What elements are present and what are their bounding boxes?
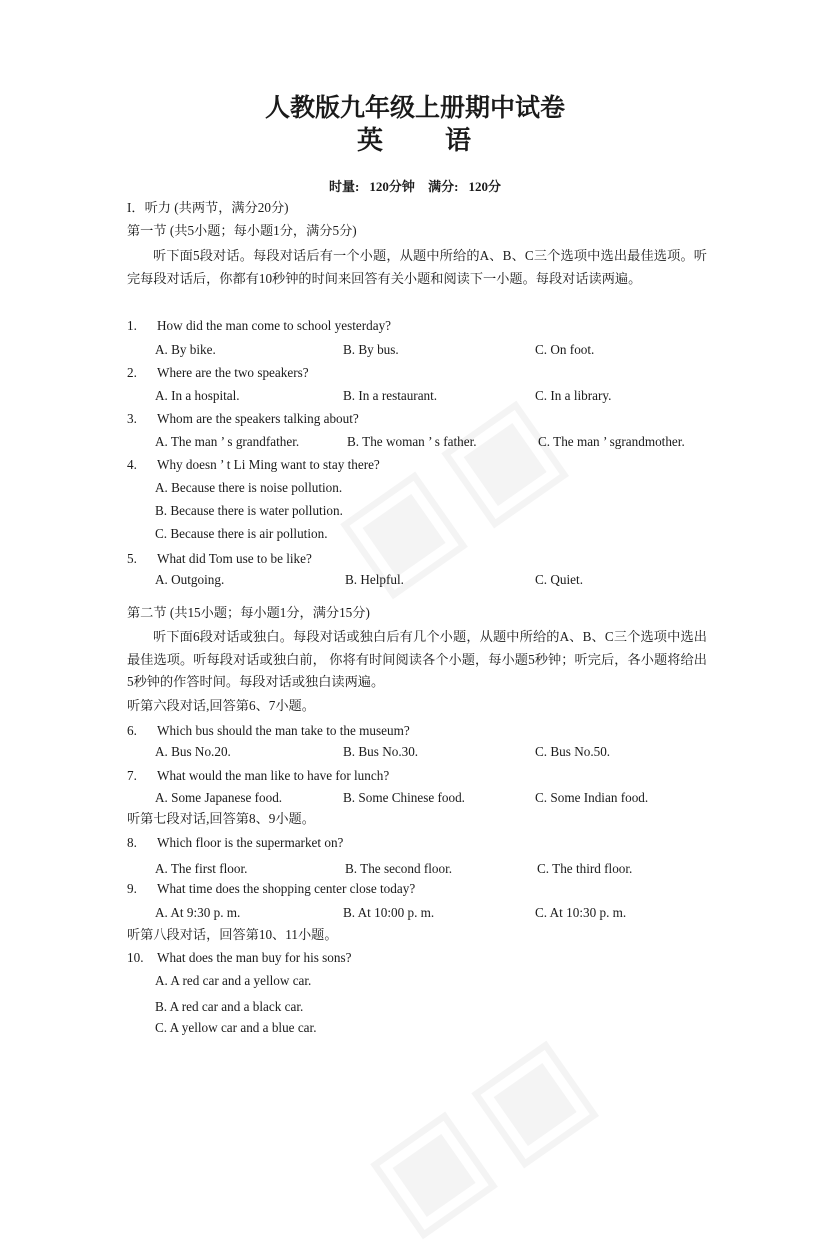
exam-title: 人教版九年级上册期中试卷 — [264, 95, 565, 122]
option-c: C. A yellow car and a blue car. — [155, 1020, 317, 1035]
question-text: Which bus should the man take to the museum? — [157, 723, 410, 738]
option-c: C. The man ’ sgrandmother. — [538, 434, 685, 449]
option-b: B. The woman ’ s father. — [347, 434, 477, 449]
option-a: A. Because there is noise pollution. — [155, 480, 343, 495]
option-a: A. By bike. — [155, 342, 216, 357]
listen-instruction: 听第七段对话,回答第8、9小题。 — [127, 811, 315, 826]
option-c: C. On foot. — [535, 342, 595, 357]
question-text: Why doesn ’ t Li Ming want to stay there? — [157, 457, 380, 472]
option-b: B. Bus No.30. — [343, 744, 419, 759]
option-b: B. In a restaurant. — [343, 388, 438, 403]
option-c: C. In a library. — [535, 388, 612, 403]
option-a: A. Bus No.20. — [155, 744, 231, 759]
score-value: 120分 — [468, 179, 501, 194]
question-number: 7. — [127, 768, 137, 783]
option-b: B. A red car and a black car. — [155, 999, 304, 1014]
option-c: C. Some Indian food. — [535, 790, 649, 805]
option-c: C. At 10:30 p. m. — [535, 905, 627, 920]
part2-instructions: 听下面6段对话或独白。每段对话或独白后有几个小题，从题中所给的A、B、C三个选项中选出最佳选项。听每段对话或独白前， 你将有时间阅读各个小题，每小题5秒钟；听完后，各小题将给出5秒钟的作答时间。每段对话或独白读两遍。 — [127, 629, 707, 689]
listen-instruction: 听第六段对话,回答第6、7小题。 — [127, 698, 315, 713]
question-number: 8. — [127, 835, 137, 850]
option-a: A. In a hospital. — [155, 388, 240, 403]
exam-meta — [0, 176, 830, 195]
question-number: 3. — [127, 411, 137, 426]
listen-instruction: 听第八段对话，回答第10、11小题。 — [127, 927, 338, 942]
option-a: A. The man ’ s grandfather. — [155, 434, 300, 449]
score-label: 满分: — [428, 179, 459, 194]
question-number: 1. — [127, 318, 137, 333]
option-a: A. A red car and a yellow car. — [155, 973, 312, 988]
question-text: What does the man buy for his sons? — [157, 950, 352, 965]
subject-char-2: 语 — [445, 126, 474, 155]
option-c: C. Bus No.50. — [535, 744, 611, 759]
option-b: B. By bus. — [343, 342, 399, 357]
question-text: Whom are the speakers talking about? — [157, 411, 359, 426]
watermark — [342, 1002, 624, 1257]
question-text: Where are the two speakers? — [157, 365, 309, 380]
option-a: A. At 9:30 p. m. — [155, 905, 241, 920]
question-number: 2. — [127, 365, 137, 380]
subject-char-1: 英 — [356, 126, 385, 155]
question-number: 9. — [127, 881, 137, 896]
option-b: B. Because there is water pollution. — [155, 503, 343, 518]
question-text: Which floor is the supermarket on? — [157, 835, 344, 850]
part2-heading: 第二节 (共15小题；每小题1分，满分15分) — [127, 605, 370, 620]
question-number: 10. — [127, 950, 144, 965]
option-c: C. Quiet. — [535, 572, 583, 587]
question-text: How did the man come to school yesterday? — [157, 318, 392, 333]
question-text: What would the man like to have for lunch? — [157, 768, 390, 783]
option-a: A. The first floor. — [155, 861, 248, 876]
option-c: C. Because there is air pollution. — [155, 526, 328, 541]
question-text: What time does the shopping center close today? — [157, 881, 416, 896]
part1-instructions: 听下面5段对话。每段对话后有一个小题，从题中所给的A、B、C三个选项中选出最佳选项。听完每段对话后，你都有10秒钟的时间来回答有关小题和阅读下一小题。每段对话读两遍。 — [127, 248, 707, 286]
part1-heading: 第一节 (共5小题；每小题1分，满分5分) — [127, 223, 357, 238]
question-text: What did Tom use to be like? — [157, 551, 312, 566]
subject-title — [0, 120, 830, 157]
time-value: 120分钟 — [369, 179, 415, 194]
option-a: A. Outgoing. — [155, 572, 225, 587]
option-a: A. Some Japanese food. — [155, 790, 283, 805]
option-b: B. Some Chinese food. — [343, 790, 465, 805]
question-number: 5. — [127, 551, 137, 566]
option-c: C. The third floor. — [537, 861, 633, 876]
option-b: B. The second floor. — [345, 861, 453, 876]
question-number: 4. — [127, 457, 137, 472]
question-number: 6. — [127, 723, 137, 738]
section-heading: I．听力 (共两节，满分20分) — [127, 200, 289, 215]
time-label: 时量: — [329, 179, 360, 194]
option-b: B. Helpful. — [345, 572, 404, 587]
option-b: B. At 10:00 p. m. — [343, 905, 435, 920]
